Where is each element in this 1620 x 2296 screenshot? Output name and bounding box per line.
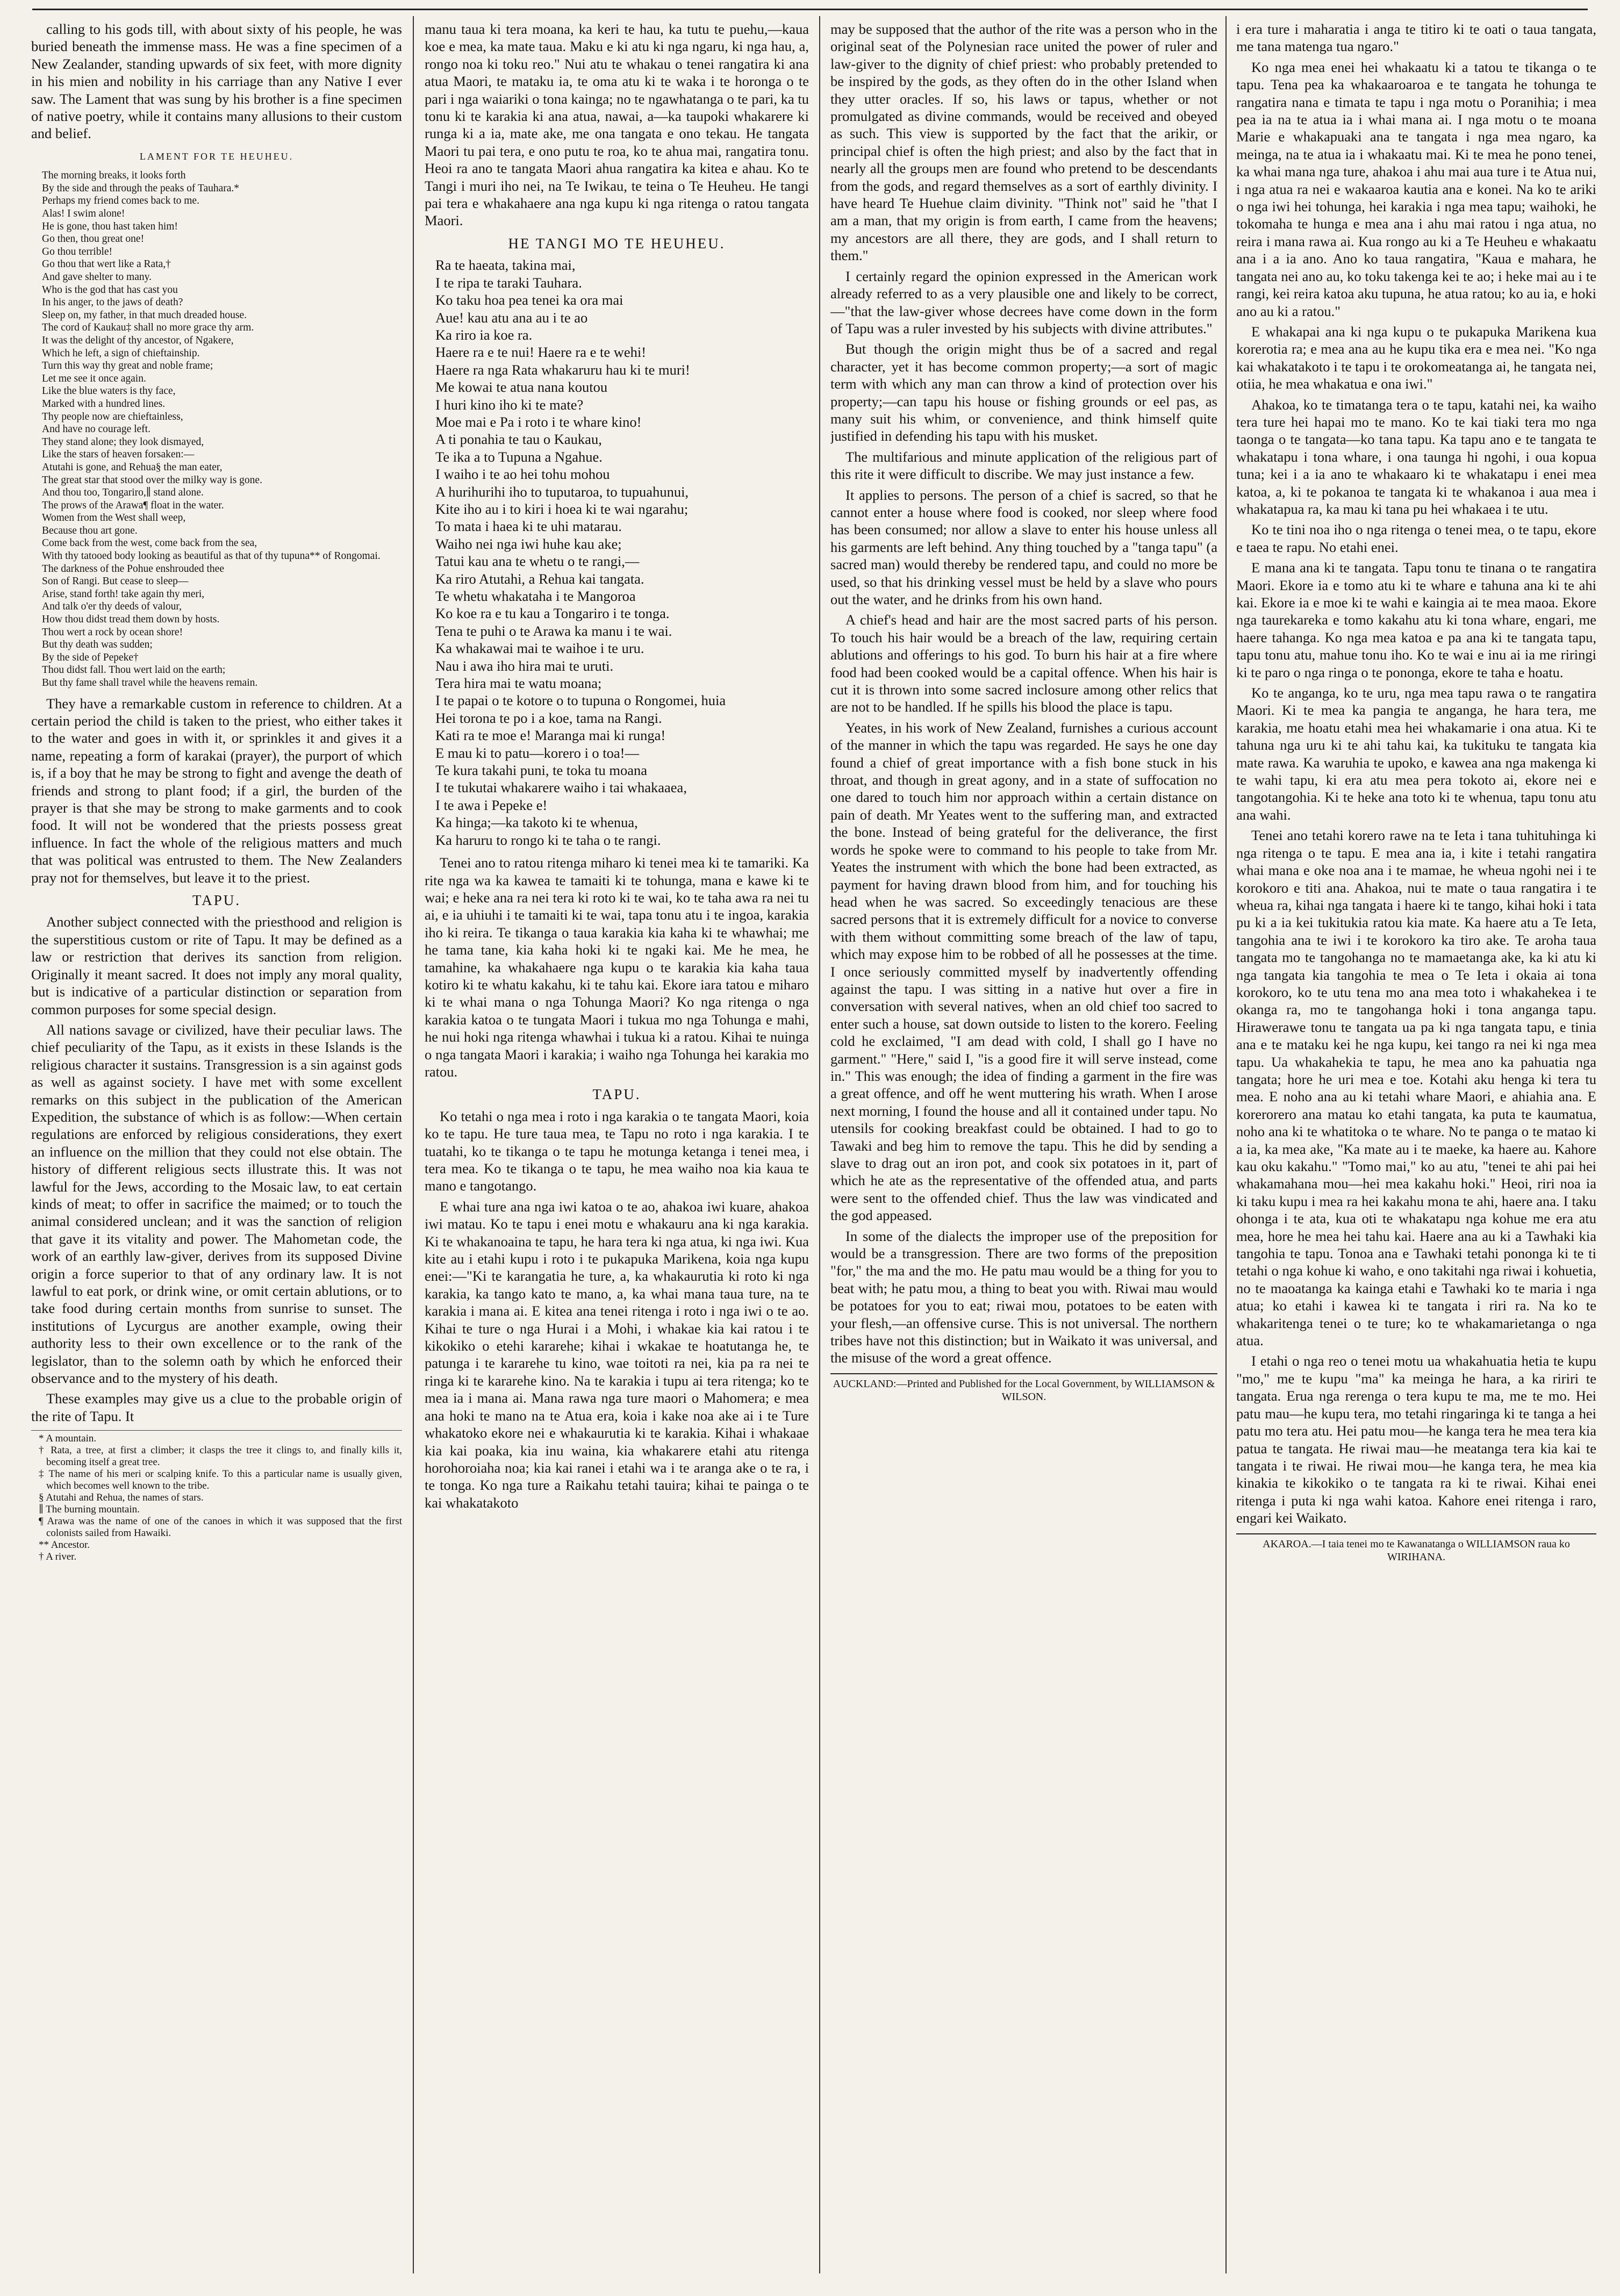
poem-line: Te whetu whakataha i te Mangoroa [435,588,636,604]
paragraph: A chief's head and hair are the most sacred parts of his person. To touch his hair would be a breach of the law, requiring certain ablutions and offerings to his god. To burn his hair at a fire where food had been cooked would be a capital offence. When his hair is cut it is thrown into some sacred inclosure among other relics that are not to be handled. If he spills his blood the place is tapu. [830,612,1217,715]
poem-line: Go thou terrible! [42,246,113,257]
poem-line: Ka riro Atutahi, a Rehua kai tangata. [435,570,644,587]
poem-line: Let me see it once again. [42,372,146,384]
poem-line: By the side and through the peaks of Tauhara.* [42,182,240,194]
poem-line: Haere ra e te nui! Haere ra e te wehi! [435,344,647,361]
poem-line: Turn this way thy great and noble frame; [42,360,213,372]
poem-line: Thou didst fall. Thou wert laid on the earth; [42,664,226,676]
poem-line: I huri kino iho ki te mate? [435,396,584,413]
footnote: * A mountain. [39,1433,97,1445]
column-3 [830,20,1217,2280]
poem-line: Kati ra te moe e! Maranga mai ki runga! [435,727,666,744]
paragraph: Another subject connected with the priesthood and religion is the superstitious custom or rite of Tapu. It may be defined as a law or restriction that derives its sanction from religion. Originally it meant sacred. It does not imply any moral quality, but is indicative of a particular distinction or separation from common purposes for some special design. [31,914,402,1017]
poem-line: Ka haruru to rongo ki te taha o te rangi. [435,831,661,848]
poem-line: Ka hinga;—ka takoto ki te whenua, [435,814,638,831]
paragraph: calling to his gods till, with about sixty of his people, he was buried beneath the immense mass. He was a fine specimen of a New Zealander, standing upwards of six feet, with more dignity in his mien and nobility in his carriage than any Native I ever saw. The Lament that was sung by his brother is a fine specimen of native poetry, while it contains many allusions to their custom and belief. [31,21,402,142]
poem-line: And have no courage left. [42,424,150,435]
paragraph: All nations savage or civilized, have their peculiar laws. The chief peculiarity of the Tapu, as it exists in these Islands is the religious character it sustains. Transgression is a sin against gods as well as against society. I have met with some excellent remarks on this subject in the publication of the American Expedition, the substance of which is as follow:—When certain regulations are enforced by religious considerations, they exert an influence on the million that they could not else obtain. The history of different religious sects illustrate this. It was not lawful for the Jews, according to the Mosaic law, to eat certain kinds of meat; to offer in sacrifice the maimed; or to touch the animal considered unclean; and it was the sanction of religion that gave it its vitality and power. The Mahometan code, the work of an earthly law-giver, derives from its supposed Divine origin a force superior to that of any ordinary law. It is not lawful to eat pork, or drink wine, or omit certain ablutions, or to take food during certain months from sunrise to sunset. The institutions of Lycurgus are another example, owing their authority less to their own excellence or to the rank of the legislator, than to the solemn oath by which he enforced their observance and to the mystery of his death. [31,1021,402,1387]
poem-line: He is gone, thou hast taken him! [42,220,178,232]
poem-line: Waiho nei nga iwi huhe kau ake; [435,535,622,552]
poem-line: A ti ponahia te tau o Kaukau, [435,431,602,448]
paragraph: E whai ture ana nga iwi katoa o te ao, ahakoa iwi kuare, ahakoa iwi matau. Ko te tapu i enei motu e whakauru ana ki nga karakia. Ki te whakanoaina te tapu, he hara tera ki nga atua, ki nga iwi. Kua kite au i etahi kupu i roto i te pukapuka Marikena, koia nga kupu enei:—"Ki te karangatia he ture, a, ka whakaurutia ki roto ki nga karakia, ka tango kato te mano, a, ka whai mana taua ture, na te karakia i mana ai. E kitea ana tenei ritenga i roto i nga iwi o te ao. Kihai te ture o nga Hurai i a Mohi, i whakae kia kai ratou i te kikokiko o etehi kararehe; kihai i wkakae te hoatutanga he, te patunga i te kararehe tu kino, wae toitoti ra nei, kia pa ra nei te ringa ki te kararehe kino. Na te karakia i tupu ai tera ritenga; ko te mea ia i mana ai. Mana rawa nga ture maori o Mahomera; e mea ana hoki te mano na te Atua era, koia i kake noa ake ai i te Ture whakatoko ekore nei e whakaurutia ki te karakia. Kihai i whakaae kia kai poaka, kia inu waina, kia whakarere etahi atu ritenga horohoroiaha noa; kia kai ranei i etahi wa i te aranga ake o te ra, i te tonga. Ko nga ture a Raikahu tetahi tauira; kihai te painga o te kai whakatakoto [425,1198,809,1511]
poem-line: Who is the god that has cast you [42,284,178,296]
paragraph: E whakapai ana ki nga kupu o te pukapuka Marikena kua korerotia ra; e mea ana au he kupu tika era e mea nei. "Ko nga kai whakatakoto i te tapu i te orokomeatanga ai, he tangata nei, otiia, he mea whakatua e ona iwi." [1236,323,1596,392]
paragraph: It applies to persons. The person of a chief is sacred, so that he cannot enter a house where food is cooked, nor sleep where food has been consumed; nor allow a slave to enter his house unless all his garments are left behind. Any thing touched by a "tanga tapu" (a sacred man) would thereby be rendered tapu, and could no more be used, so that his drinking vessel must be held by a slave who pours out the water, and he drinks from his own hand. [830,486,1217,607]
poem-line: Ka riro ia koe ra. [435,326,533,343]
poem-line: Ka whakawai mai te waihoe i te uru. [435,640,644,657]
paragraph: Ko nga mea enei hei whakaatu ki a tatou te tikanga o te tapu. Tena pea ka whakaaroaroa e te tangata he tohunga te rangatira nana e timata te tapu i nga motu o Poranihia; i mea pea ia na te atua ia i whai mana ai. I nga motu o te moana Marie e whakapuaki ana te tangata i nga mea ngaro, ka meinga, na te atua ia i whakaatu mai. Ki te mea he pono tenei, ka whai mana nga ture, ahakoa i ahu mai aua ture i te Atua nui, i nga atua ra nei e wakaaroa kautia ana e konei. Na ko te ariki o nga iwi hei tohunga, hei karakia i nga mea tapu; waihoki, he tokomaha te hunga e mea ana i ahu mai ratou i nga atua, no reira i mana rawa ai. Kua rongo au ki a Te Heuheu e whakaatu ana i a ia ano. Ano ko taua rangatira, "Kaua e mahara, he tangata nei ano au, ko toku takenga kei te ao; i heke mai au i te rangi, kei reira katoa aku tupuna, he atua ratou; ko au ia, e hoki ano au ki a ratou." [1236,59,1596,319]
poem-line: Because thou art gone. [42,525,138,536]
poem-line: In his anger, to the jaws of death? [42,297,183,308]
poem-line: Tena te puhi o te Arawa ka manu i te wai. [435,622,672,639]
tangi-title: HE TANGI MO TE HEUHEU. [508,235,726,252]
poem-line: Ko taku hoa pea tenei ka ora mai [435,292,623,308]
poem-line: E mau ki to patu—korero i o toa!— [435,744,640,761]
section-title-tapu: TAPU. [592,1086,641,1103]
poem-line: Perhaps my friend comes back to me. [42,195,199,207]
poem-line: Me kowai te atua nana koutou [435,379,608,396]
paragraph: In some of the dialects the improper use of the preposition for would be a transgression. There are two forms of the preposition "for," the ma and the mo. He patu mau would be a thing for you to beat with; he patu mou, a thing to beat you with. Riwai mau would be potatoes for you to eat; riwai mou, potatoes to be eaten with your flesh,—an offensive curse. This is not universal. The northern tribes have not this distinction; but in Waikato it was universal, and the misuse of the word a great offence. [830,1228,1217,1366]
poem-line: The prows of the Arawa¶ float in the water. [42,499,224,511]
footnote: ‡ The name of his meri or scalping knife. To this a particular name is usually given, which becomes well known to the tribe. [39,1468,402,1492]
poem-line: I te papai o te kotore o to tupuna o Rongomei, huia [435,692,726,709]
poem-line: It was the delight of thy ancestor, of Ngakere, [42,334,234,346]
footnotes [31,1430,402,1563]
paragraph: Tenei ano tetahi korero rawe na te Ieta i tana tuhituhinga ki nga ritenga o te tapu. E mea ana ia, i kite i tetahi rangatira whai mana e oke noa ana i te mamae, he wheua ngohi nei i te korokoro e titi ana. Ahakoa, nui te mate o taua rangatira i te wheua ra, kihai nga tangata i haere ki te tango, kihai hoki i tata pu ki a ia kei tukitukia ratou kia mate. Ka haere atu a Te Ieta, tangohia ana te iwi i te korokoro ka tiro ake. Te aroha taua tangata mo te tangohanga no te mamaetanga ake, ka ki atu ki nga tangata kia tangohia te mea o Te Ieta i okaia ai tona korokoro, ko te utu tena mo ana mea toto i whakahekea i te okanga ra, mo te tangohanga hoki i tona anganga tapu. Hirawerawe tonu te tangata ua pa ki nga tangata tapu, e tinia ana e te mataku kei he nga kupu, kei tango ra nei ki nga mea tapu. Ua whakahekia te tapu, he mea ano ka pahuatia nga tangata; hore he uri mea e toe. Kotahi aku henga ki tera tu mea. E noho ana au ki tetahi whare Maori, e ahiahia ana. E korerorero ana matau ko etahi tangata, ka puta te kaumatua, noho ana ki te whatitoka o te whare. No te panga o te matao ki a ia, ka mea ake, "Ka mate au i te maeke, ka haere au. Kahore kau oku kakahu." "Tomo mai," ko au atu, "tenei te ahi pai hei whakamahana mou—hei mea kakahu hoki." Heoi, riri noa ia ki taku kupu i mea ra hei kakahu mona te ahi, haere ana. I taku ohonga i te ata, kua oti te whakatapu nga kohue me era atu mea, hore he mea hei tahu kai. Haere ana au ki a Tawhaki kia tangohia te tapu. Tonoa ana e Tawhaki tetahi pononga ki te ti tetahi o nga kohue ki waho, e ono takitahi nga riwai i kohuetia, no te maoatanga ka kainga etahi e Tawhaki ko te maria i nga atua; ko etahi i kawea ki te tangata i riri ra. Na ko te whakaritenga tenei o te ture; ko te whakamarietanga o nga atua. [1236,827,1596,1349]
poem-line: Like the stars of heaven forsaken:— [42,449,195,461]
paragraph: I etahi o nga reo o tenei motu ua whakahuatia hetia te kupu "mo," me te kupu "ma" ka meinga he hara, a ka ririri te tangata. Erua nga rerenga o tera kupu te ma, me te mo. Hei patu mau—he kupu tera, mo tetahi ringaringa ki te tanga a hei patu mo tera atu. Hei patu mou—he kanga tera he mea tera kia patua te tangata. He riwai mau—he meatanga tera kia kai te tangata i te riwai. He riwai mou—he kanga tera, he mea kia kinakia te kikokiko o te tangata ra ki te riwai. Kihai enei ritenga i puta ki nga wahi katoa. Kahore enei ritenga i raro, engari kei Waikato. [1236,1353,1596,1526]
poem-line: Marked with a hundred lines. [42,398,166,410]
paragraph: E mana ana ki te tangata. Tapu tonu te tinana o te rangatira Maori. Ekore ia e tomo atu ki te whare e tahuna ana ki te ahi kai. Ekore ia e moe ki te wahi e kaingia ai te mea maoa. Ekore nga taurekareka e tomo kakahu atu ki tona whare, engari, me haere tahanga. Ko nga mea katoa e pa ana ki te tangata tapu, tapu tonu atu, mahue tonu iho. Ko te wai e inu ai ia me riringi ki te paro o nga ringa o te pononga, ekore te taha e hoatu. [1236,559,1596,680]
poem-line: The darkness of the Pohue enshrouded thee [42,563,224,575]
poem-line: Go thou that wert like a Rata,† [42,259,171,270]
poem-line: Which he left, a sign of chieftainship. [42,347,200,359]
poem-line: I te awa i Pepeke e! [435,797,548,813]
paragraph: I certainly regard the opinion expressed in the American work already referred to as a very plausible one and likely to be correct,—"that the law-giver whose decrees have come down in the form of Tapu was a ruler invested by his subjects with divine attributes." [830,268,1217,336]
paragraph: i era ture i maharatia i anga te titiro ki te oati o taua tangata, me tana matenga tua ngaro." [1236,21,1596,55]
paragraph: These examples may give us a clue to the probable origin of the rite of Tapu. It [31,1390,402,1424]
paragraph: manu taua ki tera moana, ka keri te hau, ka tutu te puehu,—kaua koe e mea, ka mate taua. Maku e ki atu ki nga ngaru, ki nga hau, a, rongo noa ki toku reo." Nui atu te whakau o tenei rangatira ki ana atua Maori, te mataku ia, te oma atu ki te waka i te horonga o te pari i nga waiariki o tona kainga; no te ngawhatanga o te pari, ka tu tonu ki te karakia ki ana atua, nawai, a—ka taupoki whakarere ki runga ki a ia, mate ake, me ona tangata e ono tekau. He tangata Maori tu pai tera, e ono putu te roa, ko te ahua mai, rangatira tonu. Heoi ra ano te tangata Maori ahua rangatira ka kitea e ahau. Ko te Tangi i muri iho nei, na Te Iwikau, te teina o Te Heuheu. He tangi pai tera e whakahaere ana nga kupu ki nga ritenga o ratou tangata Maori. [425,21,809,229]
poem-line: Sleep on, my father, in that much dreaded house. [42,309,247,321]
paragraph: But though the origin might thus be of a sacred and regal character, yet it has become common property;—a sort of magic term with which any man can throw a kind of protection over his property;—can tapu his house or fishing grounds or eel pas, as many suit his whim, or convenience, and think himself quite justified in defending his tapu with his musket. [830,341,1217,444]
poem-line: Son of Rangi. But cease to sleep— [42,576,189,587]
poem-line: By the side of Pepeke† [42,651,139,663]
poem-line: Atutahi is gone, and Rehua§ the man eater, [42,461,223,473]
poem-line: Ko koe ra e tu kau a Tongariro i te tonga. [435,605,670,622]
footnote: † Rata, a tree, at first a climber; it clasps the tree it clings to, and finally kills it, becoming itself a great tree. [39,1445,402,1468]
poem-line: Kite iho au i to kiri i hoea ki te wai ngarahu; [435,500,689,517]
poem-line: Haere ra nga Rata whakaruru hau ki te muri! [435,361,690,378]
paragraph: Ahakoa, ko te timatanga tera o te tapu, katahi nei, ka waiho tera ture hei hapai mo te mano. Ko te kai tiaki tera mo nga taonga o te tangata—ko tana tapu. Ka tapu ano e te tangata te whakatapu i tona whare, i ona taunga hi ngohi, i oua kopua tuna; kei i a ia ano te whakaaro ki te whakatapu i enei mea katoa, a, ki te pokanoa te tangata ki te whakanoa i aua mea i whakatapua ra, ka mau ki tana pu hei whakaea i te utu. [1236,396,1596,517]
poem-line: The great star that stood over the milky way is gone. [42,474,262,486]
poem-line: Hei torona te po i a koe, tama na Rangi. [435,709,662,726]
paragraph: Yeates, in his work of New Zealand, furnishes a curious account of the manner in which the tapu was regarded. He says he one day found a chief of great importance with a fish bone stuck in his throat, and though in great agony, and in a state of suffocation no one dared to touch him nor approach within a certain distance on pain of death. Mr Yeates went to the suffering man, and extracted the bone. Instead of being grateful for the deliverance, the first words he spoke were to command to his people to take from Mr. Yeates the instrument with which the bone had been extracted, as payment for having drawn blood from him, and for touching his head when he was sacred. So exceedingly tenacious are these sacred persons that it is extremely difficult for a novice to converse with them without committing some breach of the law of tapu, which may expose him to be robbed of all he possesses at the time. I once seriously committed myself by inadvertently offending against the tapu. I was sitting in a native hut over a fire in conversation with several natives, when an old chief too sacred to enter such a house, sat down outside to listen to the korero. Feeling cold he exclaimed, "I am dead with cold, I shall go I have no garment." "Here," said I, "is a good fire it will serve instead, come in." This was enough; the idea of finding a garment in the fire was a great offence, and off he went muttering his wrath. When I arose next morning, I found the house and all it contained under tapu. No utensils for cooking breakfast could be obtained. I had to go to Tawaki and beg him to remove the tapu. This he did by sending a slave to drag out an iron pot, and cook six potatoes in it, part of which he ate as the representative of the offended atua, and parts were sent to the offended chief. Thus the law was vindicated and the god appeased. [830,719,1217,1224]
poem-line: They stand alone; they look dismayed, [42,436,204,448]
poem-line: Like the blue waters is thy face, [42,385,176,397]
poem-line: But thy fame shall travel while the heavens remain. [42,677,258,688]
paragraph: Ko tetahi o nga mea i roto i nga karakia o te tangata Maori, koia ko te tapu. He ture taua mea, te Tapu no roto i nga karakia. I te tuatahi, ko te tikanga o te tapu he motunga ketanga i tenei mea, i tera mea. Ko te tikanga o te tapu, he mea waiho noa kia kaua te mano e tangotango. [425,1108,809,1194]
poem-line: Go then, thou great one! [42,233,145,245]
poem-line: How thou didst tread them down by hosts. [42,614,220,626]
poem-line: Come back from the west, come back from the sea, [42,537,257,549]
poem-line: Arise, stand forth! take again thy meri, [42,588,205,600]
footnote: † A river. [39,1551,77,1563]
lament-poem [31,169,402,689]
paragraph: may be supposed that the author of the rite was a person who in the original seat of the Polynesian race united the power of ruler and law-giver to the dignity of chief priest: who probably pretended to be inspired by the gods, as they often do in the other Island when they utter oracles. If so, his laws or tapus, whether or not promulgated as divine commands, would be received and obeyed as such. This view is supported by the fact that the arikir, or principal chief is often the high priest; and also by the fact that in nearly all the groups men are found who pretend to be descendants from the gods, and regard themselves as a sort of earthly divinity. I have heard Te Huehue claim divinity. "Think not" said he "that I am a man, that my origin is from earth, I came from the heavens; my ancestors are all there, they are gods, and I shall return to them." [830,21,1217,264]
footnote: ∥ The burning mountain. [39,1504,140,1516]
poem-line: Tera hira mai te watu moana; [435,675,602,692]
poem-line: Moe mai e Pa i roto i te whare kino! [435,413,642,430]
poem-line: Alas! I swim alone! [42,208,125,220]
paragraph: Ko te tini noa iho o nga ritenga o tenei mea, o te tapu, ekore e taea te rapu. No etahi enei. [1236,521,1596,555]
poem-line: Ra te haeata, takina mai, [435,257,576,274]
column-4 [1236,20,1596,2280]
poem-line: Tatui kau ana te whetu o te rangi,— [435,553,640,570]
poem-line: Women from the West shall weep, [42,512,186,524]
poem-line: Aue! kau atu ana au i te ao [435,309,588,326]
column-divider [413,16,414,2273]
poem-line: And thou too, Tongariro,∥ stand alone. [42,487,204,499]
imprint: AUCKLAND:—Printed and Published for the Local Government, by WILLIAMSON & WILSON. [830,1373,1217,1403]
paragraph: Ko te anganga, ko te uru, nga mea tapu rawa o te rangatira Maori. Ki te mea ka pangia te anganga, he hara tera, me karakia, me hoatu etahi mea hei whakamarie i ona atua. Ki te tahuna nga uru ki te ahi tahu kai, ka tukituku te tangata kia mate rawa. Ka waruhia te upoko, e kawea ana nga makenga ki te wahi tapu, ki era atu mea pera tokoto ai, ekore nei e tangotangohia. Ki te heke ana toto ki te whenua, tapu tonu atu ana wahi. [1236,685,1596,823]
top-rule [32,9,1588,10]
footnote: ¶ Arawa was the name of one of the canoes in which it was supposed that the first colonists sailed from Hawaiki. [39,1516,402,1539]
poem-line: Thou wert a rock by ocean shore! [42,626,183,638]
section-title-tapu: TAPU. [192,892,241,909]
poem-line: The cord of Kaukau‡ shall no more grace thy arm. [42,322,254,334]
poem-line: And gave shelter to many. [42,271,152,283]
paragraph: Tenei ano to ratou ritenga miharo ki tenei mea ki te tamariki. Ka rite nga wa ka kawea te tamaiti ki te tohunga, mana e kawe ki te wai; e heke ana ra nei tera ki roto ki te wai, ko te taha awa ra nei tu ai, e ia uhiuhi i te tamaiti ki te wai, tapa tonu atu i te ingoa, karakia iho ki reira. Te tikanga o taua karakia kia kaha ki te whawhai; me he tama tane, kia kaha hoki ki te ngaki kai. Me he mea, he tamahine, ka whakahaere nga kupu o te karakia kia kaha taua kotiro ki te whatu kakahu, ki te tahu kai. Ekore iara tatou e miharo ki te whai mana o nga Tohunga Maori? Ko nga ritenga o nga karakia katoa o te tungata Maori i tukua mo nga Tohunga e mahi, he nui hoki nga ritenga whawhai i tukua ki a ratou. Kihai te nuinga o nga tangata Maori i karakia; i waiho nga Tohunga hei karakia mo ratou. [425,855,809,1080]
poem-line: Thy people now are chieftainless, [42,411,183,422]
poem-line: With thy tatooed body looking as beautiful as that of thy tupuna** of Rongomai. [42,550,381,562]
column-divider [819,16,820,2273]
poem-line: A hurihurihi iho to tuputaroa, to tupuahunui, [435,483,689,500]
poem-line: I te tukutai whakarere waiho i tai whakaaea, [435,779,687,796]
column-1 [31,20,402,2280]
footnote: § Atutahi and Rehua, the names of stars. [39,1492,204,1504]
column-divider [1225,16,1227,2273]
lament-title: LAMENT FOR TE HEUHEU. [139,150,294,162]
column-2 [425,20,809,2280]
poem-line: And talk o'er thy deeds of valour, [42,601,182,613]
paragraph: They have a remarkable custom in reference to children. At a certain period the child is taken to the priest, who either takes it to the water and goes in with it, or sprinkles it and gives it a name, repeating a form of karakai (prayer), the purport of which is, if a boy that he may be strong to fight and avenge the death of friends and strong to plant food; if a girl, the burden of the prayer is that she may be strong to make garments and to cook food. It will not be wondered that the priests possess great influence. In fact the whole of the religious matters and much that was political was entrusted to them. The New Zealanders pray not for themselves, but leave it to the priest. [31,695,402,886]
tangi-poem [425,256,809,849]
imprint: AKAROA.—I taia tenei mo te Kawanatanga o WILLIAMSON raua ko WIRIHANA. [1236,1533,1596,1563]
poem-line: To mata i haea ki te uhi matarau. [435,518,622,535]
poem-line: Te ika a to Tupuna a Ngahue. [435,448,603,465]
poem-line: Nau i awa iho hira mai te uruti. [435,657,614,674]
poem-line: The morning breaks, it looks forth [42,170,186,182]
poem-line: I te ripa te taraki Tauhara. [435,274,582,291]
paragraph: The multifarious and minute application of the religious part of this rite it were difficult to discribe. We may just instance a few. [830,448,1217,483]
poem-line: But thy death was sudden; [42,639,153,651]
footnote: ** Ancestor. [39,1539,90,1551]
poem-line: Te kura takahi puni, te toka tu moana [435,762,648,779]
poem-line: I waiho i te ao hei tohu mohou [435,466,610,483]
